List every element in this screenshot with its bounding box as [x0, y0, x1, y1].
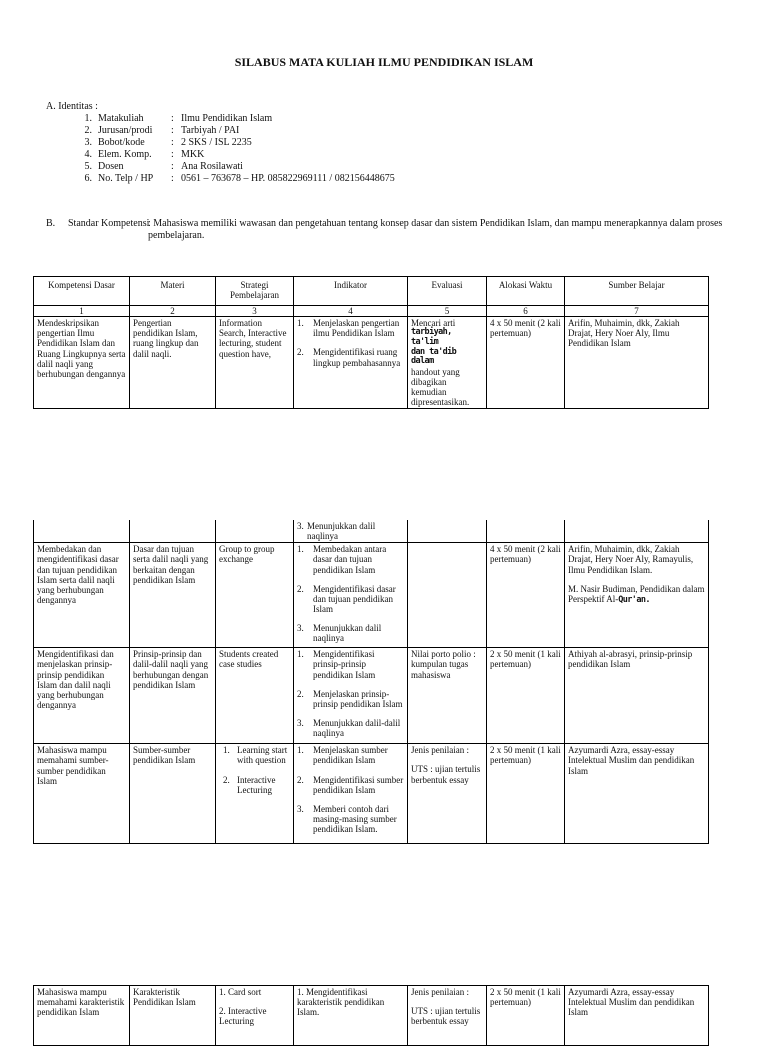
- table-row: [34, 648, 709, 744]
- indikator-cell: [294, 520, 408, 543]
- evaluasi-cell: Mencari arti tarbiyah, ta'lim dan ta'dib dalam handout yang dibagikan kemudian dipresentasikan.: [408, 317, 487, 409]
- materi-cell: Prinsip-prinsip dan dalil-dalil naqli yang berhubungan dengan pendidikan Islam: [130, 648, 216, 744]
- column-number: 6: [487, 306, 565, 317]
- materi-cell: Dasar dan tujuan serta dalil naqli yang berkaitan dengan pendidikan Islam: [130, 543, 216, 648]
- column-number-row: [34, 306, 709, 317]
- kompetensi-cell: Mahasiswa mampu memahami sumber-sumber pendidikan Islam: [34, 744, 130, 844]
- syllabus-table-part2: [33, 520, 709, 844]
- indikator-cell: [294, 317, 408, 409]
- identitas-item: 1. Matakuliah : Ilmu Pendidikan Islam: [84, 113, 273, 124]
- alokasi-cell: 2 x 50 menit (1 kali pertemuan): [487, 744, 565, 844]
- sumber-cell: Arifin, Muhaimin, dkk, Zakiah Drajat, Hery Noer Aly, Ramayulis, Ilmu Pendidikan Islam. M. Nasir Budiman, Pendidikan dalam Perspektif Al-Qur'an.: [565, 543, 709, 648]
- kompetensi-cell: Mendeskripsikan pengertian Ilmu Pendidikan Islam dan Ruang Lingkupnya serta dalil naqli yang berhubungan dengannya: [34, 317, 130, 409]
- handwritten-text: dan ta'dib dalam: [411, 346, 457, 367]
- indikator-item: 3. Menunjukkan dalil naqlinya: [297, 521, 376, 542]
- strategi-item: 1. Learning start with question: [223, 745, 288, 766]
- evaluasi-cell: Jenis penilaian : UTS : ujian tertulis berbentuk essay: [408, 744, 487, 844]
- column-number: 4: [294, 306, 408, 317]
- standar-bullet: B.: [46, 218, 56, 229]
- indikator-item: 3. Menunjukkan dalil-dalil naqlinya: [297, 718, 401, 739]
- indikator-item: 1. Menjelaskan sumber pendidikan Islam: [297, 745, 388, 766]
- standar-text: : Mahasiswa memiliki wawasan dan pengetahuan tentang konsep dasar dan sistem Pendidikan Islam, dan mampu menerapkannya dalam proses pembelajaran.: [148, 218, 723, 241]
- column-number: 2: [130, 306, 216, 317]
- column-header: Strategi Pembelajaran: [216, 277, 294, 306]
- indikator-item: 3. Menunjukkan dalil naqlinya: [297, 623, 382, 644]
- column-header: Sumber Belajar: [565, 277, 709, 306]
- materi-cell: Pengertian pendidikan Islam, ruang lingkup dan dalil naqli.: [130, 317, 216, 409]
- strategi-cell: Information Search, Interactive lecturing, student question have,: [216, 317, 294, 409]
- table-row: [34, 317, 709, 409]
- evaluasi-cell: Jenis penilaian : UTS : ujian tertulis berbentuk essay: [408, 986, 487, 1046]
- strategi-cell: Group to group exchange: [216, 543, 294, 648]
- column-header: Kompetensi Dasar: [34, 277, 130, 306]
- indikator-cell: 1. Mengidentifikasi karakteristik pendidikan Islam.: [294, 986, 408, 1046]
- kompetensi-cell: Membedakan dan mengidentifikasi dasar dan tujuan pendidikan Islam serta dalil naqli yang berhubungan dengannya: [34, 543, 130, 648]
- strategi-cell: [216, 744, 294, 844]
- strategi-cell: [216, 986, 294, 1046]
- column-number: 5: [408, 306, 487, 317]
- handwritten-text: tarbiyah, ta'lim: [411, 327, 452, 347]
- evaluasi-cell: Nilai porto polio : kumpulan tugas mahasiswa: [408, 648, 487, 744]
- indikator-item: 2. Mengidentifikasi sumber pendidikan Islam: [297, 774, 404, 795]
- identitas-list: [66, 113, 395, 185]
- kompetensi-cell: Mahasiswa mampu memahami karakteristik pendidikan Islam: [34, 986, 130, 1046]
- strategi-item: 2. Interactive Lecturing: [219, 1006, 267, 1027]
- materi-cell: Karakteristik Pendidikan Islam: [130, 986, 216, 1046]
- column-number: 3: [216, 306, 294, 317]
- handwritten-text: Qur'an.: [618, 594, 650, 605]
- sumber-cell: Azyumardi Azra, essay-essay Intelektual Muslim dan pendidikan Islam: [565, 744, 709, 844]
- strategi-item: 1. Card sort: [219, 987, 262, 997]
- syllabus-table-part3: [33, 985, 709, 1046]
- materi-cell: Sumber-sumber pendidikan Islam: [130, 744, 216, 844]
- indikator-item: 2. Menjelaskan prinsip-prinsip pendidikan Islam: [297, 688, 403, 709]
- syllabus-table-part1: [33, 276, 709, 409]
- alokasi-cell: 4 x 50 menit (2 kali pertemuan): [487, 317, 565, 409]
- column-header: Materi: [130, 277, 216, 306]
- identitas-item: 3. Bobot/kode : 2 SKS / ISL 2235: [84, 137, 252, 148]
- indikator-item: 1. Mengidentifikasi prinsip-prinsip pendidikan Islam: [297, 649, 376, 680]
- kompetensi-cell: Mengidentifikasi dan menjelaskan prinsip-prinsip pendidikan Islam dan dalil naqli yang berhubungan dengannya: [34, 648, 130, 744]
- table-row: [34, 986, 709, 1046]
- indikator-cell: [294, 543, 408, 648]
- sumber-cell: Azyumardi Azra, essay-essay Intelektual Muslim dan pendidikan Islam: [565, 986, 709, 1046]
- column-header: Evaluasi: [408, 277, 487, 306]
- column-number: 1: [34, 306, 130, 317]
- sumber-cell: Athiyah al-abrasyi, prinsip-prinsip pendidikan Islam: [565, 648, 709, 744]
- document-title: SILABUS MATA KULIAH ILMU PENDIDIKAN ISLAM: [234, 55, 534, 69]
- alokasi-cell: 2 x 50 menit (1 kali pertemuan): [487, 986, 565, 1046]
- indikator-item: 1. Menjelaskan pengertian ilmu Pendidikan Islam: [297, 318, 400, 339]
- identitas-heading: A. Identitas :: [46, 101, 98, 112]
- indikator-cell: [294, 648, 408, 744]
- strategi-cell: Students created case studies: [216, 648, 294, 744]
- header-row: [34, 277, 709, 306]
- identitas-item: 4. Elem. Komp. : MKK: [84, 149, 205, 160]
- alokasi-cell: 2 x 50 menit (1 kali pertemuan): [487, 648, 565, 744]
- column-header: Alokasi Waktu: [487, 277, 565, 306]
- indikator-item: 1. Membedakan antara dasar dan tujuan pendidikan Islam: [297, 544, 387, 575]
- table-row: [34, 520, 709, 543]
- indikator-item: 2. Mengidentifikasi dasar dan tujuan pendidikan Islam: [297, 583, 396, 615]
- indikator-item: 2. Mengidentifikasi ruang lingkup pembahasannya: [297, 347, 401, 368]
- column-header: Indikator: [294, 277, 408, 306]
- alokasi-cell: 4 x 50 menit (2 kali pertemuan): [487, 543, 565, 648]
- identitas-item: 6. No. Telp / HP : 0561 – 763678 – HP. 085822969111 / 082156448675: [84, 173, 395, 184]
- strategi-item: 2. Interactive Lecturing: [223, 774, 276, 795]
- evaluasi-cell: [408, 543, 487, 648]
- identitas-section: [46, 101, 395, 185]
- identitas-item: 2. Jurusan/prodi : Tarbiyah / PAI: [84, 125, 240, 136]
- column-number: 7: [565, 306, 709, 317]
- standar-label: Standar Kompetensi: [68, 218, 150, 229]
- indikator-item: 3. Memberi contoh dari masing-masing sumber pendidikan Islam.: [297, 803, 397, 835]
- table-row: [34, 543, 709, 648]
- table-row: [34, 744, 709, 844]
- sumber-cell: Arifin, Muhaimin, dkk, Zakiah Drajat, Hery Noer Aly, Ilmu Pendidikan Islam: [565, 317, 709, 409]
- identitas-item: 5. Dosen : Ana Rosilawati: [84, 161, 243, 172]
- indikator-cell: [294, 744, 408, 844]
